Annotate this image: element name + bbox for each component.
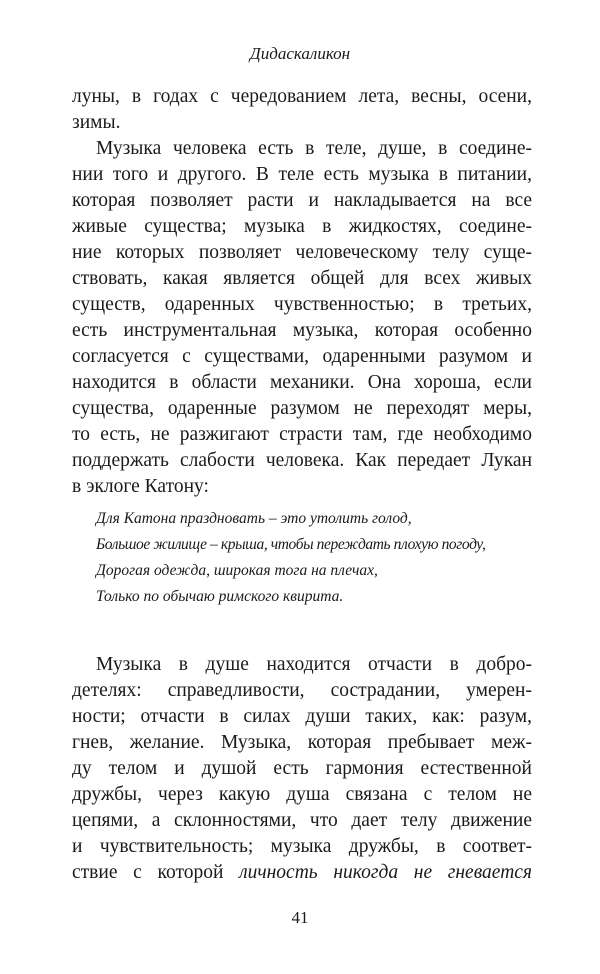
poem-line: Для Катона праздновать – это утолить голод, [96,510,412,527]
text-line: луны, в годах с чередованием лета, весны, осени, [72,86,532,107]
text-line: существ, одаренных чувственностью; в третьих, [72,294,532,315]
page-number: 41 [291,908,309,927]
text-line: нии того и другого. В теле есть музыка в питании, [72,164,532,185]
text-line: ние которых позволяет человеческому телу суще- [72,242,532,263]
text-line: согласуется с существами, одаренными разумом и [72,346,532,367]
text-italic-emphasis: личность никогда не гневается [239,862,532,883]
text-line: гнев, желание. Музыка, которая пребывает меж- [72,732,532,753]
text-line: дружбы, через какую душа связана с телом не [72,784,532,805]
text-line: ду телом и душой есть гармония естественной [72,758,532,779]
running-header: Дидаскаликон [249,44,351,63]
text-line: поддержать слабости человека. Как передает Лукан [72,450,532,471]
text-line: и чувствительность; музыка дружбы, в соответ- [72,836,532,857]
text-line: живые существа; музыка в жидкостях, соедине- [72,216,532,237]
text-line: Музыка в душе находится отчасти в добро- [96,654,532,675]
text-line: находится в области механики. Она хороша, если [72,372,532,393]
text-line: ности; отчасти в силах души таких, как: разум, [72,706,532,727]
text-line: Музыка человека есть в теле, душе, в соедине- [96,138,532,159]
text-line: цепями, а склонностями, что дает телу движение [72,810,532,831]
poem-line: Только по обычаю римского квирита. [96,588,344,605]
text-line: есть инструментальная музыка, которая особенно [72,320,532,341]
text-line: ствовать, какая является общей для всех живых [72,268,532,289]
poem-line: Большое жилище – крыша, чтобы переждать плохую погоду, [96,536,486,553]
text-line: зимы. [72,112,121,133]
text-line-last [72,860,532,886]
text-line: то есть, не разжигают страсти там, где необходимо [72,424,532,445]
text-line: существа, одаренные разумом не переходят меры, [72,398,532,419]
text-line: в эклоге Катону: [72,476,209,497]
text-line: которая позволяет расти и накладывается на все [72,190,532,211]
text-line: детелях: справедливости, сострадании, умерен- [72,680,532,701]
poem-line: Дорогая одежда, широкая тога на плечах, [96,562,378,579]
text-plain: ствие с которой [72,862,240,883]
